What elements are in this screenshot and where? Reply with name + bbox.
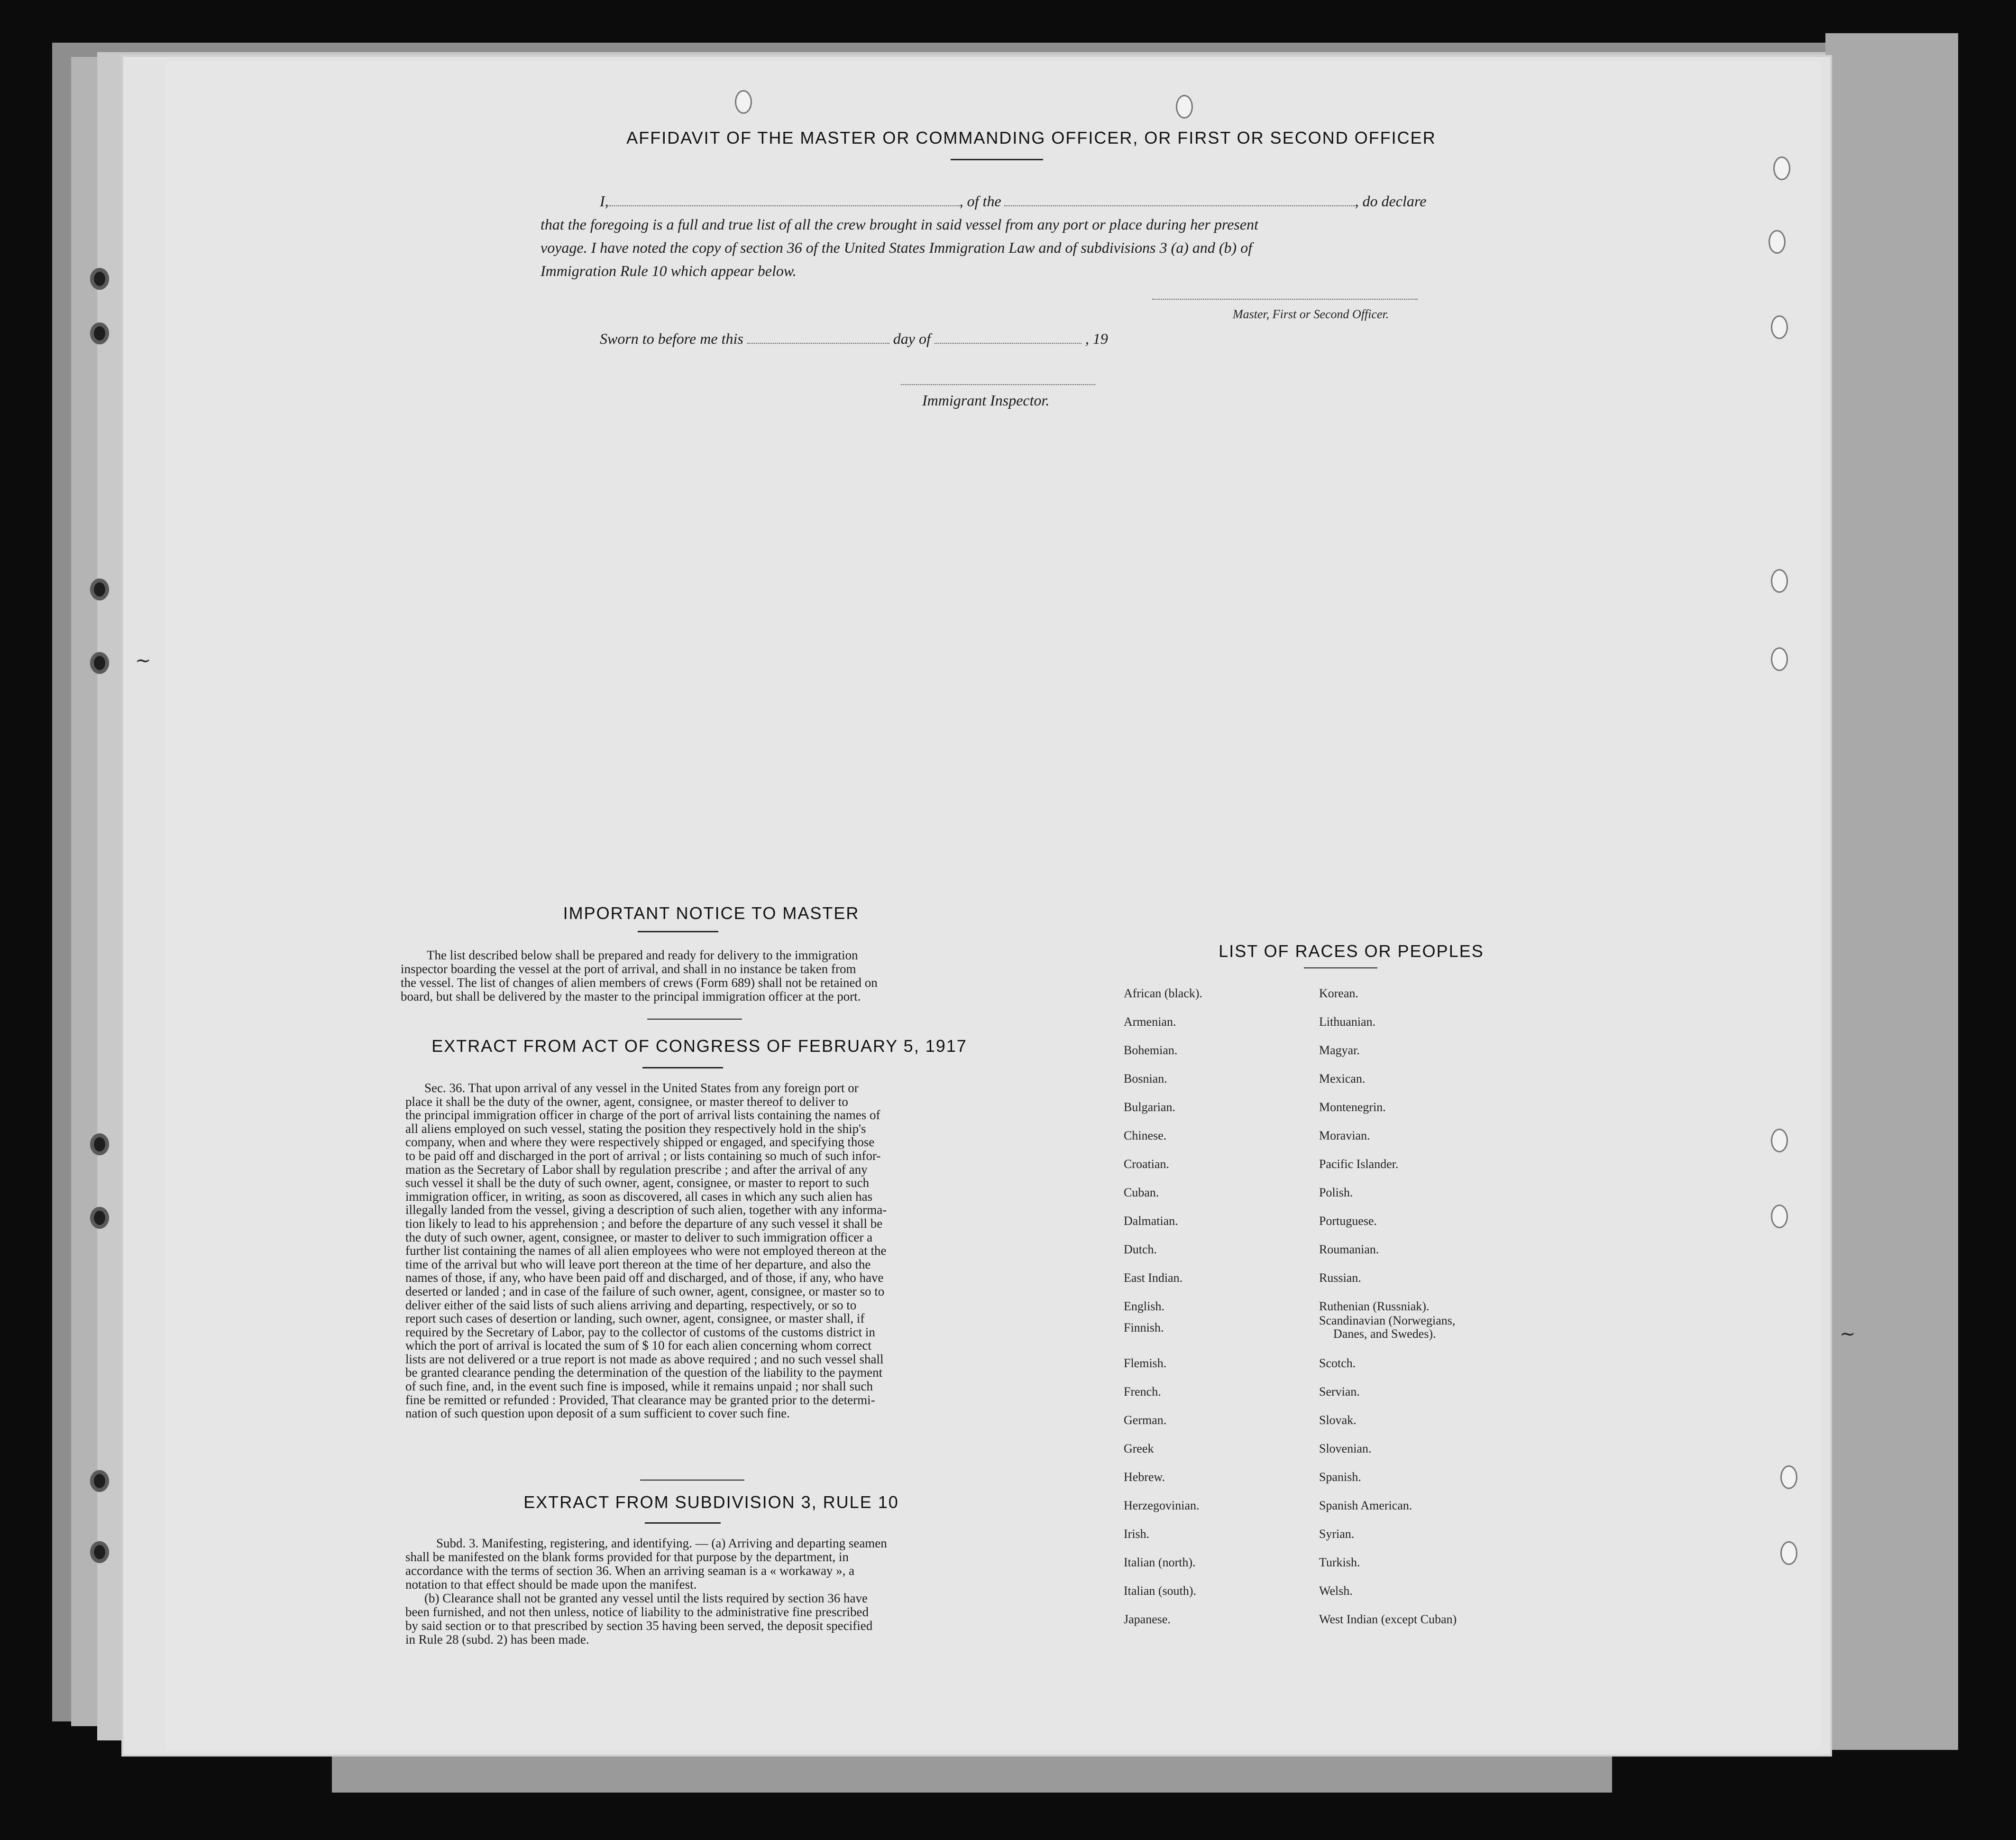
race-item: Bohemian.: [1124, 1043, 1178, 1057]
sworn-day-blank: [747, 343, 889, 344]
race-item: Korean.: [1319, 986, 1359, 1000]
race-item: Mexican.: [1319, 1072, 1365, 1086]
act-line: place it shall be the duty of the owner, agent, consignee, or master thereof to deliver to: [405, 1094, 848, 1109]
race-item: West Indian (except Cuban): [1319, 1612, 1457, 1626]
race-item: Polish.: [1319, 1186, 1353, 1199]
binder-hole-icon: [1771, 647, 1788, 671]
right-edge-sheets: [1825, 33, 1958, 1750]
race-item: Magyar.: [1319, 1043, 1360, 1057]
act-line: all aliens employed on such vessel, stating the position they respectively hold in the ship's: [405, 1121, 866, 1136]
binder-hole-icon: [90, 652, 109, 674]
rule-line: Subd. 3. Manifesting, registering, and identifying. — (a) Arriving and departing seamen: [436, 1536, 887, 1550]
punch-mark-icon: [735, 90, 752, 114]
binder-hole-icon: [1780, 1465, 1797, 1489]
race-item: Cuban.: [1124, 1186, 1159, 1199]
race-item: Bulgarian.: [1124, 1100, 1176, 1114]
affidavit-body: [541, 190, 1460, 283]
race-item: Slovenian.: [1319, 1442, 1372, 1455]
race-item: Pacific Islander.: [1319, 1157, 1399, 1171]
race-item: Greek: [1124, 1442, 1154, 1455]
race-item: Scotch.: [1319, 1356, 1356, 1370]
race-item: Russian.: [1319, 1271, 1361, 1285]
affidavit-line-1: [541, 190, 1460, 213]
act-line: tion likely to lead to his apprehension ; and before the departure of any such vessel it shall be: [405, 1216, 883, 1231]
race-item: Welsh.: [1319, 1584, 1353, 1598]
race-item: Moravian.: [1319, 1129, 1370, 1142]
inspector-signature-line: [901, 384, 1095, 385]
margin-handwriting: ~: [1840, 1323, 1856, 1345]
name-blank: [609, 205, 960, 206]
race-item: Slovak.: [1319, 1413, 1356, 1427]
section-divider: [640, 1480, 744, 1481]
race-item: Herzegovinian.: [1124, 1499, 1200, 1512]
act-line: the duty of such owner, agent, consignee, or master to deliver to such immigration officer a: [405, 1230, 873, 1244]
race-item: Bosnian.: [1124, 1072, 1167, 1086]
race-item: Chinese.: [1124, 1129, 1167, 1142]
affidavit-line-2: that the foregoing is a full and true list of all the crew brought in said vessel from any port or place during her present: [541, 216, 1258, 233]
act-line: names of those, if any, who have been paid off and discharged, and of those, if any, who have: [405, 1270, 884, 1285]
race-item: Portuguese.: [1319, 1214, 1377, 1228]
act-line: to be paid off and discharged in the port of arrival ; or lists containing so much of such infor-: [405, 1148, 881, 1163]
act-line: mation as the Secretary of Labor shall by regulation prescribe ; and after the arrival of any: [405, 1162, 868, 1177]
affidavit-do-declare: , do declare: [1355, 193, 1427, 210]
binder-hole-icon: [90, 1207, 109, 1229]
race-item: East Indian.: [1124, 1271, 1183, 1285]
affidavit-line-3: voyage. I have noted the copy of section 36 of the United States Immigration Law and of subdivisions 3 (a) and (b) of: [541, 239, 1253, 256]
race-item: Italian (south).: [1124, 1584, 1197, 1598]
act-line: of such fine, and, in the event such fine is imposed, while it remains unpaid ; nor shall such: [405, 1379, 873, 1394]
rule-line: accordance with the terms of section 36. When an arriving seaman is a « workaway », a: [405, 1564, 855, 1578]
notice-title: IMPORTANT NOTICE TO MASTER: [563, 903, 860, 923]
sworn-year: , 19: [1085, 330, 1108, 347]
race-item: Roumanian.: [1319, 1242, 1379, 1256]
race-item: Italian (north).: [1124, 1555, 1196, 1569]
act-underline: [642, 1067, 723, 1068]
punch-mark-icon: [1176, 95, 1193, 119]
act-line: nation of such question upon deposit of a sum sufficient to cover such fine.: [405, 1406, 790, 1421]
master-signature-line: [1152, 299, 1418, 300]
rule-line: been furnished, and not then unless, notice of liability to the administrative fine prescribed: [405, 1605, 869, 1619]
race-item: Syrian.: [1319, 1527, 1355, 1541]
race-item: English.: [1124, 1299, 1164, 1313]
binder-hole-icon: [1771, 1129, 1788, 1152]
race-item: Flemish.: [1124, 1356, 1167, 1370]
act-line: required by the Secretary of Labor, pay to the collector of customs of the customs district in: [405, 1325, 875, 1339]
notice-line: inspector boarding the vessel at the port of arrival, and shall in no instance be taken from: [401, 962, 856, 976]
rule-line: notation to that effect should be made upon the manifest.: [405, 1577, 697, 1592]
binder-hole-icon: [90, 1541, 109, 1563]
margin-handwriting: ~: [135, 650, 151, 672]
section-divider: [647, 1019, 742, 1020]
act-title: EXTRACT FROM ACT OF CONGRESS OF FEBRUARY 5, 1917: [431, 1036, 967, 1056]
races-underline: [1304, 967, 1377, 968]
rule-body: [405, 1536, 970, 1647]
race-item: Spanish.: [1319, 1470, 1361, 1484]
race-item: Finnish.: [1124, 1321, 1164, 1334]
binder-hole-icon: [1771, 1205, 1788, 1228]
races-title: LIST OF RACES OR PEOPLES: [1219, 941, 1484, 961]
binder-hole-icon: [1780, 1541, 1797, 1565]
binder-hole-icon: [90, 1133, 109, 1155]
race-item: Hebrew.: [1124, 1470, 1165, 1484]
notice-underline: [638, 931, 718, 932]
race-item: Armenian.: [1124, 1015, 1176, 1029]
binder-hole-icon: [1771, 569, 1788, 593]
act-line: the principal immigration officer in charge of the port of arrival lists containing the names of: [405, 1108, 880, 1122]
binder-hole-icon: [1771, 315, 1788, 339]
race-item: Lithuanian.: [1319, 1015, 1376, 1029]
sworn-line: [600, 327, 1108, 350]
rule-underline: [645, 1522, 721, 1524]
act-line: deserted or landed ; and in case of the failure of such owner, agent, consignee, or master so to: [405, 1284, 885, 1298]
act-line: fine be remitted or refunded : Provided, That clearance may be granted prior to the determi-: [405, 1392, 875, 1407]
rule-line: in Rule 28 (subd. 2) has been made.: [405, 1632, 589, 1647]
race-item: Dalmatian.: [1124, 1214, 1178, 1228]
rule-line: (b) Clearance shall not be granted any vessel until the lists required by section 36 have: [424, 1591, 868, 1605]
binder-hole-icon: [90, 1470, 109, 1492]
affidavit-of-the: , of the: [959, 193, 1001, 210]
sworn-prefix: Sworn to before me this: [600, 330, 743, 347]
sworn-month-blank: [935, 343, 1081, 344]
race-item: African (black).: [1124, 986, 1203, 1000]
act-line: report such cases of desertion or landing, such owner, agent, consignee, or master shall, if: [405, 1311, 865, 1326]
affidavit-line-4: Immigration Rule 10 which appear below.: [541, 262, 797, 279]
master-signature-label: Master, First or Second Officer.: [1233, 307, 1389, 321]
act-line: company, when and where they were respectively shipped or engaged, and specifying those: [405, 1135, 875, 1150]
races-right-column: [1319, 986, 1613, 1641]
race-item: Turkish.: [1319, 1555, 1360, 1569]
race-item: Servian.: [1319, 1385, 1360, 1398]
race-item: Irish.: [1124, 1527, 1150, 1541]
act-line: further list containing the names of all alien employees who were not employed thereon at the: [405, 1243, 887, 1258]
notice-line: board, but shall be delivered by the master to the principal immigration officer at the port.: [401, 989, 861, 1003]
rule-title: EXTRACT FROM SUBDIVISION 3, RULE 10: [523, 1492, 899, 1512]
binder-hole-icon: [90, 268, 109, 290]
act-line: time of the arrival but who will leave port thereon at the time of her departure, and also the: [405, 1257, 871, 1271]
race-item: Croatian.: [1124, 1157, 1170, 1171]
race-item: Scandinavian (Norwegians,: [1319, 1314, 1456, 1327]
rule-line: by said section or to that prescribed by section 35 having been served, the deposit specified: [405, 1619, 873, 1633]
vessel-blank: [1004, 205, 1355, 206]
binder-hole-icon: [90, 322, 109, 344]
act-line: which the port of arrival is located the sum of $ 10 for each alien concerning whom correct: [405, 1338, 871, 1353]
act-line: such vessel it shall be the duty of such owner, agent, consignee, or master to report to such: [405, 1176, 870, 1190]
act-line: lists are not delivered or a true report is not made as above required ; and no such vessel shall: [405, 1352, 884, 1366]
race-item: Japanese.: [1124, 1612, 1171, 1626]
inspector-label: Immigrant Inspector.: [922, 392, 1050, 409]
rule-line: shall be manifested on the blank forms provided for that purpose by the department, in: [405, 1550, 849, 1564]
notice-body: [401, 948, 962, 1003]
race-item: Ruthenian (Russniak).: [1319, 1299, 1430, 1313]
race-item: French.: [1124, 1385, 1161, 1398]
race-item: Dutch.: [1124, 1242, 1157, 1256]
act-line: be granted clearance pending the determination of the question of the liability to the payment: [405, 1365, 883, 1380]
act-line: illegally landed from the vessel, giving a description of such alien, together with any informa-: [405, 1203, 887, 1217]
races-left-column: [1124, 986, 1351, 1641]
binder-hole-icon: [1773, 156, 1790, 180]
race-item: German.: [1124, 1413, 1167, 1427]
act-body: [405, 1081, 965, 1420]
notice-line: the vessel. The list of changes of alien members of crews (Form 689) shall not be retained on: [401, 975, 878, 990]
race-item: Spanish American.: [1319, 1499, 1412, 1512]
act-line: Sec. 36. That upon arrival of any vessel in the United States from any foreign port or: [424, 1081, 859, 1095]
notice-line: The list described below shall be prepared and ready for delivery to the immigration: [427, 948, 858, 962]
act-line: immigration officer, in writing, as soon as discovered, all cases in which any such alien has: [405, 1189, 873, 1204]
affidavit-i: I,: [600, 193, 609, 210]
sworn-day-of: day of: [893, 330, 931, 347]
binder-hole-icon: [90, 579, 109, 600]
binder-hole-icon: [1769, 230, 1786, 254]
race-item: Danes, and Swedes).: [1333, 1327, 1436, 1341]
affidavit-title: AFFIDAVIT OF THE MASTER OR COMMANDING OFFICER, OR FIRST OR SECOND OFFICER: [626, 128, 1436, 147]
race-item: Montenegrin.: [1319, 1100, 1386, 1114]
act-line: deliver either of the said lists of such aliens arriving and departing, respectively, or so to: [405, 1297, 857, 1312]
title-underline: [951, 159, 1043, 160]
